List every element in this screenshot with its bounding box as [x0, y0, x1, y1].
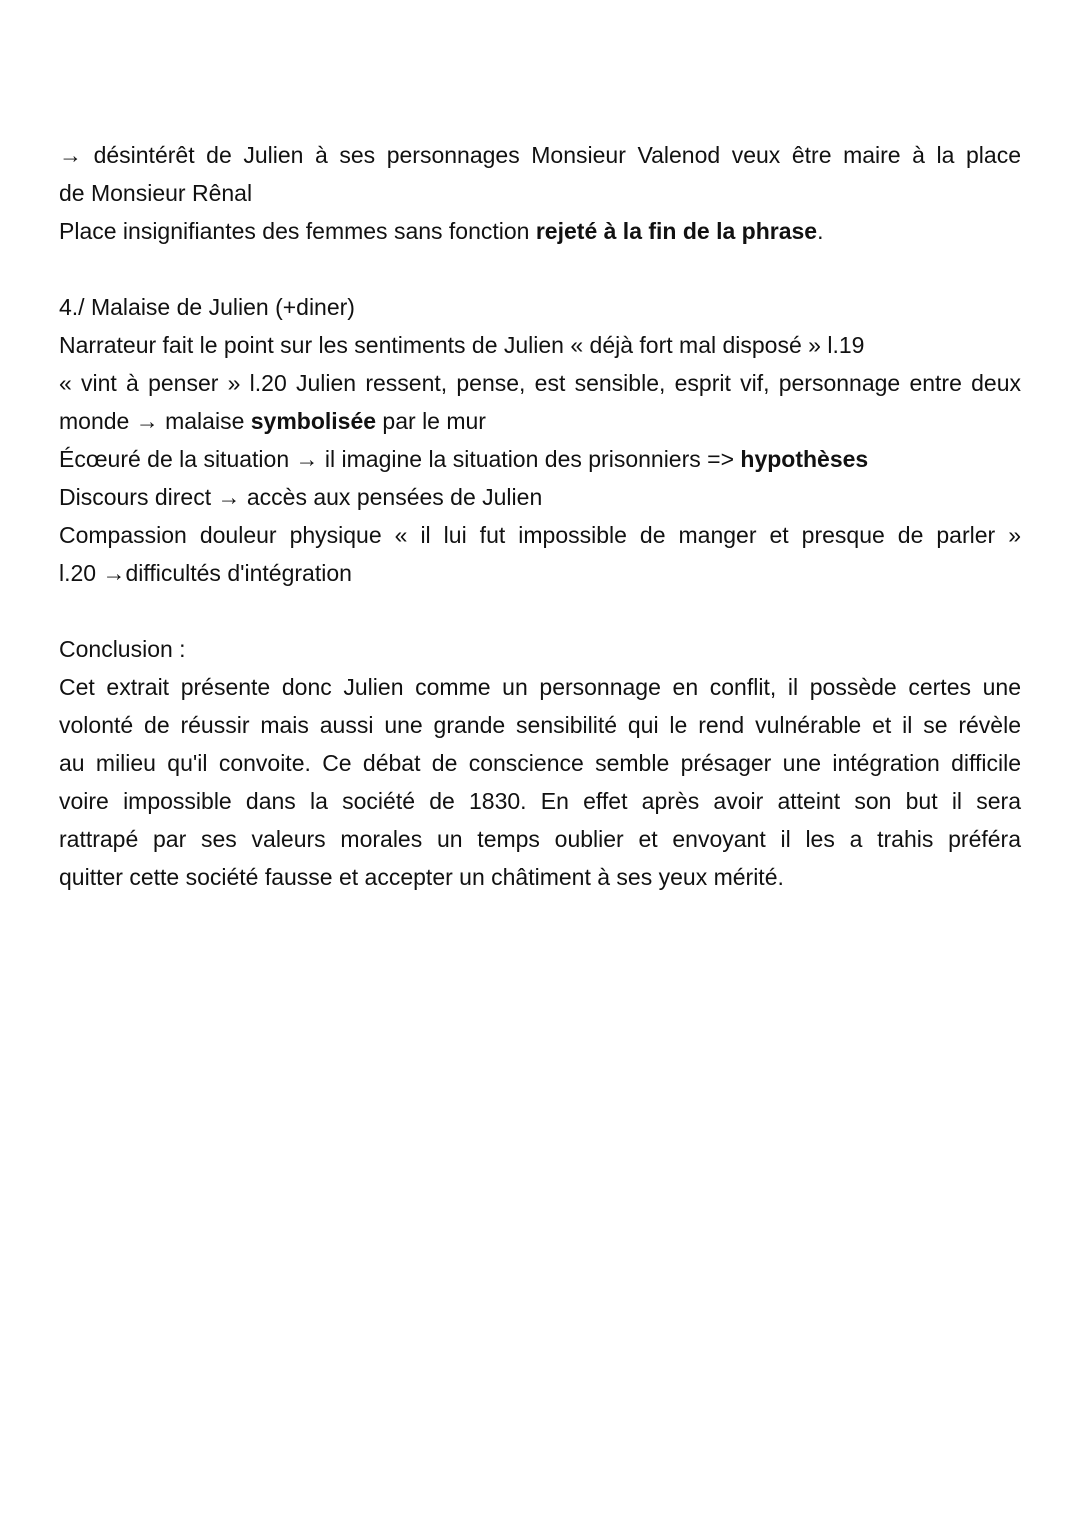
section-4 [59, 288, 1021, 592]
text-run: . [817, 218, 824, 244]
bold-text: rejeté à la fin de la phrase [535, 218, 818, 244]
paragraph-line: voire impossible dans la société de 1830. En effet après avoir atteint son but il sera [59, 788, 1021, 814]
paragraph-line: Discours direct → accès aux pensées de Julien [59, 484, 543, 510]
conclusion-section [59, 630, 1021, 896]
section-heading: 4./ Malaise de Julien (+diner) [59, 294, 355, 320]
paragraph-line [59, 440, 1021, 478]
text-run: monde → malaise [59, 408, 251, 434]
blank-line [59, 592, 1021, 630]
section-heading: Conclusion : [59, 636, 186, 662]
paragraph-line: volonté de réussir mais aussi une grande sensibilité qui le rend vulnérable et il se révèle [59, 712, 1021, 738]
text-run: Écœuré de la situation → il imagine la situation des prisonniers => [59, 446, 741, 472]
paragraph-line: quitter cette société fausse et accepter un châtiment à ses yeux mérité. [59, 864, 784, 890]
document-page [59, 136, 1021, 896]
paragraph-line: Narrateur fait le point sur les sentiments de Julien « déjà fort mal disposé » l.19 [59, 332, 865, 358]
section-3-continuation [59, 136, 1021, 250]
text-run: par le mur [376, 408, 486, 434]
paragraph-line: de Monsieur Rênal [59, 180, 253, 206]
paragraph-line [59, 212, 1021, 250]
paragraph-line: au milieu qu'il convoite. Ce débat de conscience semble présager une intégration difficile [59, 750, 1021, 776]
bold-text: hypothèses [740, 446, 869, 472]
blank-line [59, 250, 1021, 288]
paragraph-line: rattrapé par ses valeurs morales un temps oublier et envoyant il les a trahis préféra [59, 826, 1021, 852]
paragraph-line: Cet extrait présente donc Julien comme un personnage en conflit, il possède certes une [59, 674, 1021, 700]
paragraph-line: « vint à penser » l.20 Julien ressent, pense, est sensible, esprit vif, personnage entre deux [59, 370, 1021, 396]
bold-text: symbolisée [250, 408, 377, 434]
paragraph-line: Compassion douleur physique « il lui fut impossible de manger et presque de parler » [59, 522, 1021, 548]
text-run: Place insignifiantes des femmes sans fonction [59, 218, 536, 244]
paragraph-line: → désintérêt de Julien à ses personnages Monsieur Valenod veux être maire à la place [59, 142, 1021, 168]
paragraph-line [59, 402, 1021, 440]
paragraph-line: l.20 →difficultés d'intégration [59, 560, 352, 586]
